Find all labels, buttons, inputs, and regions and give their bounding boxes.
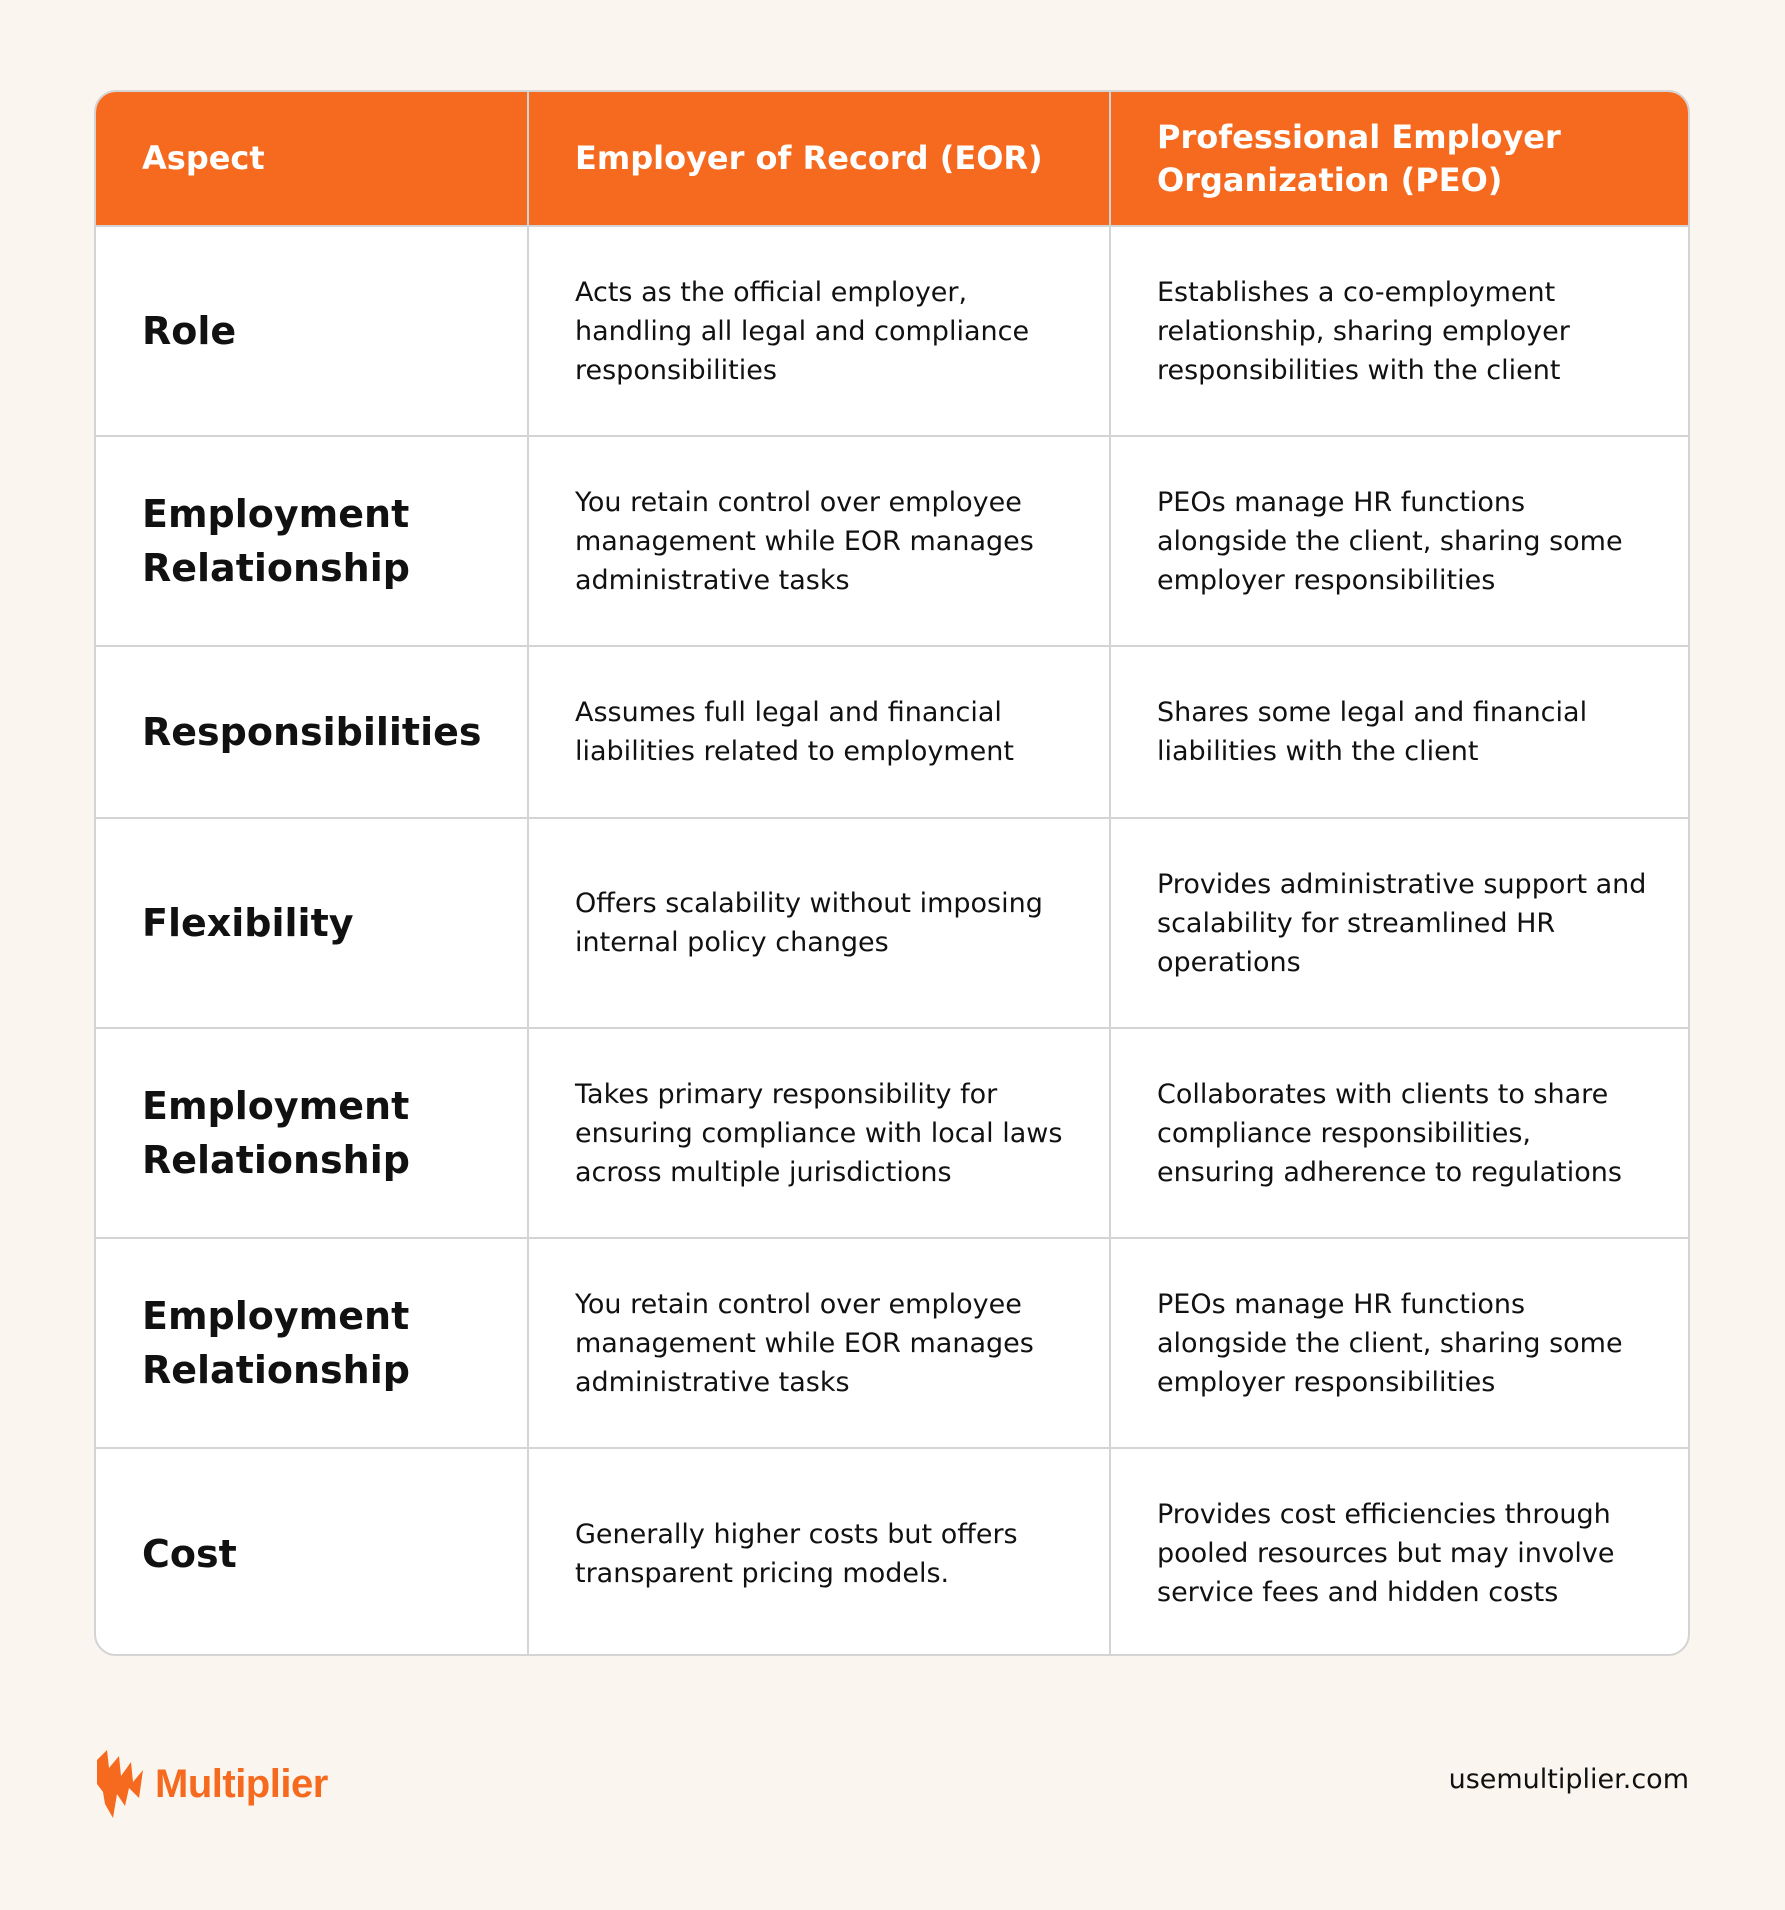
peo-cell: Provides administrative support and scalability for streamlined HR operations — [1110, 818, 1690, 1028]
aspect-cell: Employment Relationship — [96, 1238, 528, 1448]
eor-cell: Acts as the official employer, handling all legal and compliance responsibilities — [528, 226, 1110, 436]
peo-cell: Shares some legal and financial liabilities with the client — [1110, 646, 1690, 818]
table-row — [96, 1028, 1690, 1238]
aspect-cell: Flexibility — [96, 818, 528, 1028]
peo-cell: PEOs manage HR functions alongside the client, sharing some employer responsibilities — [1110, 436, 1690, 646]
table-header-row — [96, 92, 1690, 226]
aspect-cell: Employment Relationship — [96, 436, 528, 646]
brand-logo[interactable] — [95, 1748, 328, 1820]
eor-cell: Generally higher costs but offers transparent pricing models. — [528, 1448, 1110, 1656]
aspect-cell: Role — [96, 226, 528, 436]
header-aspect: Aspect — [96, 92, 528, 226]
eor-cell: You retain control over employee management while EOR manages administrative tasks — [528, 436, 1110, 646]
table-row — [96, 818, 1690, 1028]
eor-cell: You retain control over employee management while EOR manages administrative tasks — [528, 1238, 1110, 1448]
peo-cell: Provides cost efficiencies through pooled resources but may involve service fees and hidden costs — [1110, 1448, 1690, 1656]
table-row — [96, 646, 1690, 818]
website-link[interactable]: usemultiplier.com — [1448, 1764, 1689, 1795]
table-row — [96, 1238, 1690, 1448]
header-eor: Employer of Record (EOR) — [528, 92, 1110, 226]
eor-cell: Assumes full legal and financial liabilities related to employment — [528, 646, 1110, 818]
eor-cell: Offers scalability without imposing internal policy changes — [528, 818, 1110, 1028]
peo-cell: Establishes a co-employment relationship, sharing employer responsibilities with the client — [1110, 226, 1690, 436]
peo-cell: Collaborates with clients to share compliance responsibilities, ensuring adherence to regulations — [1110, 1028, 1690, 1238]
aspect-cell: Responsibilities — [96, 646, 528, 818]
multiplier-logo-icon — [95, 1748, 145, 1820]
peo-cell: PEOs manage HR functions alongside the client, sharing some employer responsibilities — [1110, 1238, 1690, 1448]
aspect-cell: Employment Relationship — [96, 1028, 528, 1238]
eor-cell: Takes primary responsibility for ensuring compliance with local laws across multiple jurisdictions — [528, 1028, 1110, 1238]
header-peo: Professional Employer Organization (PEO) — [1110, 92, 1690, 226]
table-row — [96, 436, 1690, 646]
aspect-cell: Cost — [96, 1448, 528, 1656]
brand-name: Multiplier — [155, 1761, 328, 1806]
table-row — [96, 226, 1690, 436]
table-row — [96, 1448, 1690, 1656]
comparison-table-card — [94, 90, 1690, 1656]
comparison-table — [96, 92, 1690, 1656]
